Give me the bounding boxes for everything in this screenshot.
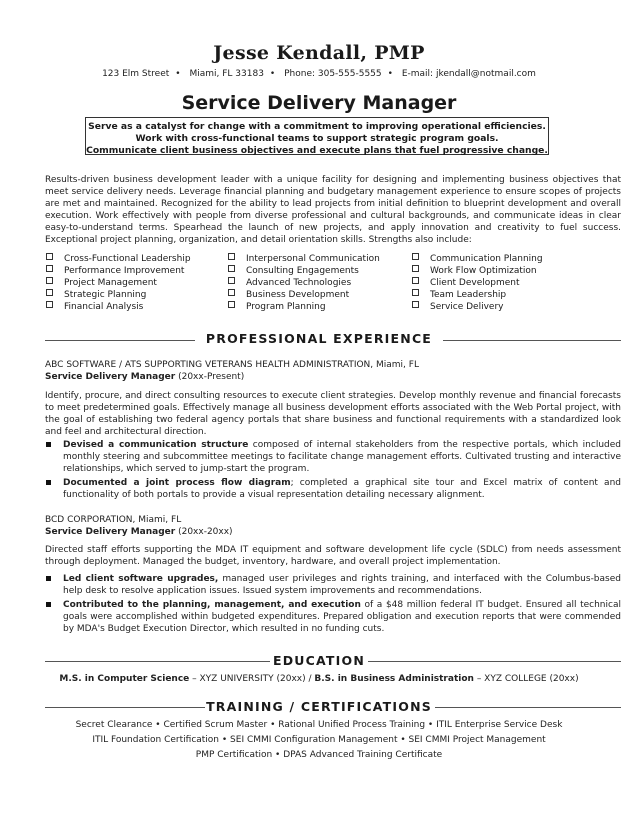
bullet-icon bbox=[46, 576, 51, 581]
section-heading-education: EDUCATION bbox=[272, 653, 365, 668]
checkbox-icon bbox=[228, 277, 235, 284]
skill-item: Advanced Technologies bbox=[228, 277, 380, 289]
checkbox-icon bbox=[228, 253, 235, 260]
checkbox-icon bbox=[46, 265, 53, 272]
checkbox-icon bbox=[46, 253, 53, 260]
email: E-mail: jkendall@notmail.com bbox=[401, 69, 536, 79]
skill-item: Financial Analysis bbox=[46, 301, 191, 313]
job-description: Identify, procure, and direct consulting resources to execute client strategies. Develop monthly revenue and financial forecasts to meet predetermined goals. Effectively manage all business development efforts associated with the Web Portal project, with the goal of establishing two federal agency portals that share business and functional requirements with a standardized look and feel and architectural direction. bbox=[45, 391, 621, 437]
checkbox-icon bbox=[46, 289, 53, 296]
phone: Phone: 305-555-5555 bbox=[284, 69, 382, 79]
job-description: Directed staff efforts supporting the MDA IT equipment and software development life cycle (SDLC) from needs assessment through deployment. Managed the budget, inventory, hardware, and overall project implementation. bbox=[45, 545, 621, 567]
job-bullets bbox=[45, 439, 621, 503]
address: 123 Elm Street bbox=[102, 69, 170, 79]
skill-item: Consulting Engagements bbox=[228, 265, 380, 277]
profile-paragraph: Results-driven business development leader with a unique facility for designing and implementing business objectives that meet service delivery needs. Leverage financial planning and budgetary management experience to ensure scopes of projects are met and maintained. Recognized for the ability to lead projects from initial definition to blueprint development and overall execution. Work effectively with people from diverse professional and cultural backgrounds, and communicate ideas in clear easy-to-understand terms. Spearhead the launch of new projects, and apply innovation and creativity to fuel success. Exceptional project planning, organization, and detail orientation skills. Strengths also include: bbox=[45, 175, 621, 245]
summary-box bbox=[85, 117, 549, 155]
training-line: ITIL Foundation Certification • SEI CMMI Configuration Management • SEI CMMI Project Management bbox=[92, 735, 546, 745]
degree: B.S. in Business Administration bbox=[314, 674, 474, 684]
resume-title: Service Delivery Manager bbox=[181, 92, 457, 114]
candidate-name bbox=[0, 42, 638, 64]
bullet-item: Documented a joint process flow diagram; completed a graphical site tour and Excel matrix of content and functionality of both portals to provide a visual representation detailing necessary alignment. bbox=[45, 477, 621, 501]
skill-item: Strategic Planning bbox=[46, 289, 191, 301]
skills-column-3 bbox=[412, 253, 543, 313]
training-line: PMP Certification • DPAS Advanced Training Certificate bbox=[195, 750, 443, 760]
skill-item: Project Management bbox=[46, 277, 191, 289]
job-title: Service Delivery Manager bbox=[45, 372, 176, 382]
bullet-item: Led client software upgrades, managed user privileges and rights training, and interfaced with the Columbus-based help desk to resolve application issues. Issued system improvements and recommendations. bbox=[45, 573, 621, 597]
job-role bbox=[45, 527, 233, 537]
city: Miami, FL 33183 bbox=[189, 69, 264, 79]
employer: ABC SOFTWARE / ATS SUPPORTING VETERANS HEALTH ADMINISTRATION, Miami, FL bbox=[45, 360, 419, 370]
training-line: Secret Clearance • Certified Scrum Master • Rational Unified Process Training • ITIL Enterprise Service Desk bbox=[75, 720, 563, 730]
section-heading-training: TRAINING / CERTIFICATIONS bbox=[206, 699, 432, 714]
checkbox-icon bbox=[412, 253, 419, 260]
school: – XYZ COLLEGE (20xx) bbox=[476, 674, 579, 684]
job-bullets bbox=[45, 573, 621, 637]
employer: BCD CORPORATION, Miami, FL bbox=[45, 515, 182, 525]
checkbox-icon bbox=[46, 301, 53, 308]
checkbox-icon bbox=[412, 265, 419, 272]
skill-item: Business Development bbox=[228, 289, 380, 301]
summary-line: Communicate client business objectives and execute plans that fuel progressive change. bbox=[86, 145, 548, 156]
checkbox-icon bbox=[46, 277, 53, 284]
degree: M.S. in Computer Science bbox=[59, 674, 190, 684]
skill-item: Team Leadership bbox=[412, 289, 543, 301]
job-title: Service Delivery Manager bbox=[45, 527, 176, 537]
checkbox-icon bbox=[412, 277, 419, 284]
bullet-icon bbox=[46, 480, 51, 485]
section-heading-experience: PROFESSIONAL EXPERIENCE bbox=[205, 331, 433, 346]
checkbox-icon bbox=[228, 301, 235, 308]
skill-item: Performance Improvement bbox=[46, 265, 191, 277]
skill-item: Work Flow Optimization bbox=[412, 265, 543, 277]
skill-item: Service Delivery bbox=[412, 301, 543, 313]
bullet-item: Devised a communication structure composed of internal stakeholders from the respective portals, which included monthly steering and subcommittee meetings to facilitate change management efforts. Cultivated trusting and interactive relationships, which served to jump-start the program. bbox=[45, 439, 621, 475]
contact-line: 123 Elm Street • Miami, FL 33183 • Phone: 305-555-5555 • E-mail: jkendall@notmail.com bbox=[102, 69, 536, 79]
skill-item: Client Development bbox=[412, 277, 543, 289]
candidate-name-text: Jesse Kendall, PMP bbox=[213, 42, 425, 64]
summary-line: Serve as a catalyst for change with a commitment to improving operational efficiencies. bbox=[88, 121, 546, 132]
bullet-icon bbox=[46, 602, 51, 607]
education-line bbox=[0, 674, 638, 684]
skill-item: Communication Planning bbox=[412, 253, 543, 265]
school: – XYZ UNIVERSITY (20xx) / bbox=[192, 674, 312, 684]
checkbox-icon bbox=[228, 265, 235, 272]
job-role bbox=[45, 372, 244, 382]
checkbox-icon bbox=[412, 289, 419, 296]
job-dates: (20xx-Present) bbox=[178, 372, 245, 382]
skill-item: Interpersonal Communication bbox=[228, 253, 380, 265]
checkbox-icon bbox=[228, 289, 235, 296]
skills-column-2 bbox=[228, 253, 380, 313]
bullet-item: Contributed to the planning, management, and execution of a $48 million federal IT budget. Ensured all technical goals were accomplished within budgeted expenditures. Prepared obligation and execution reports that were commended by MDA's Budget Execution Director, which resulted in no funding cuts. bbox=[45, 599, 621, 635]
skill-item: Cross-Functional Leadership bbox=[46, 253, 191, 265]
summary-line: Work with cross-functional teams to support strategic program goals. bbox=[135, 133, 499, 144]
checkbox-icon bbox=[412, 301, 419, 308]
skills-column-1 bbox=[46, 253, 191, 313]
bullet-icon bbox=[46, 442, 51, 447]
job-dates: (20xx-20xx) bbox=[178, 527, 233, 537]
skill-item: Program Planning bbox=[228, 301, 380, 313]
